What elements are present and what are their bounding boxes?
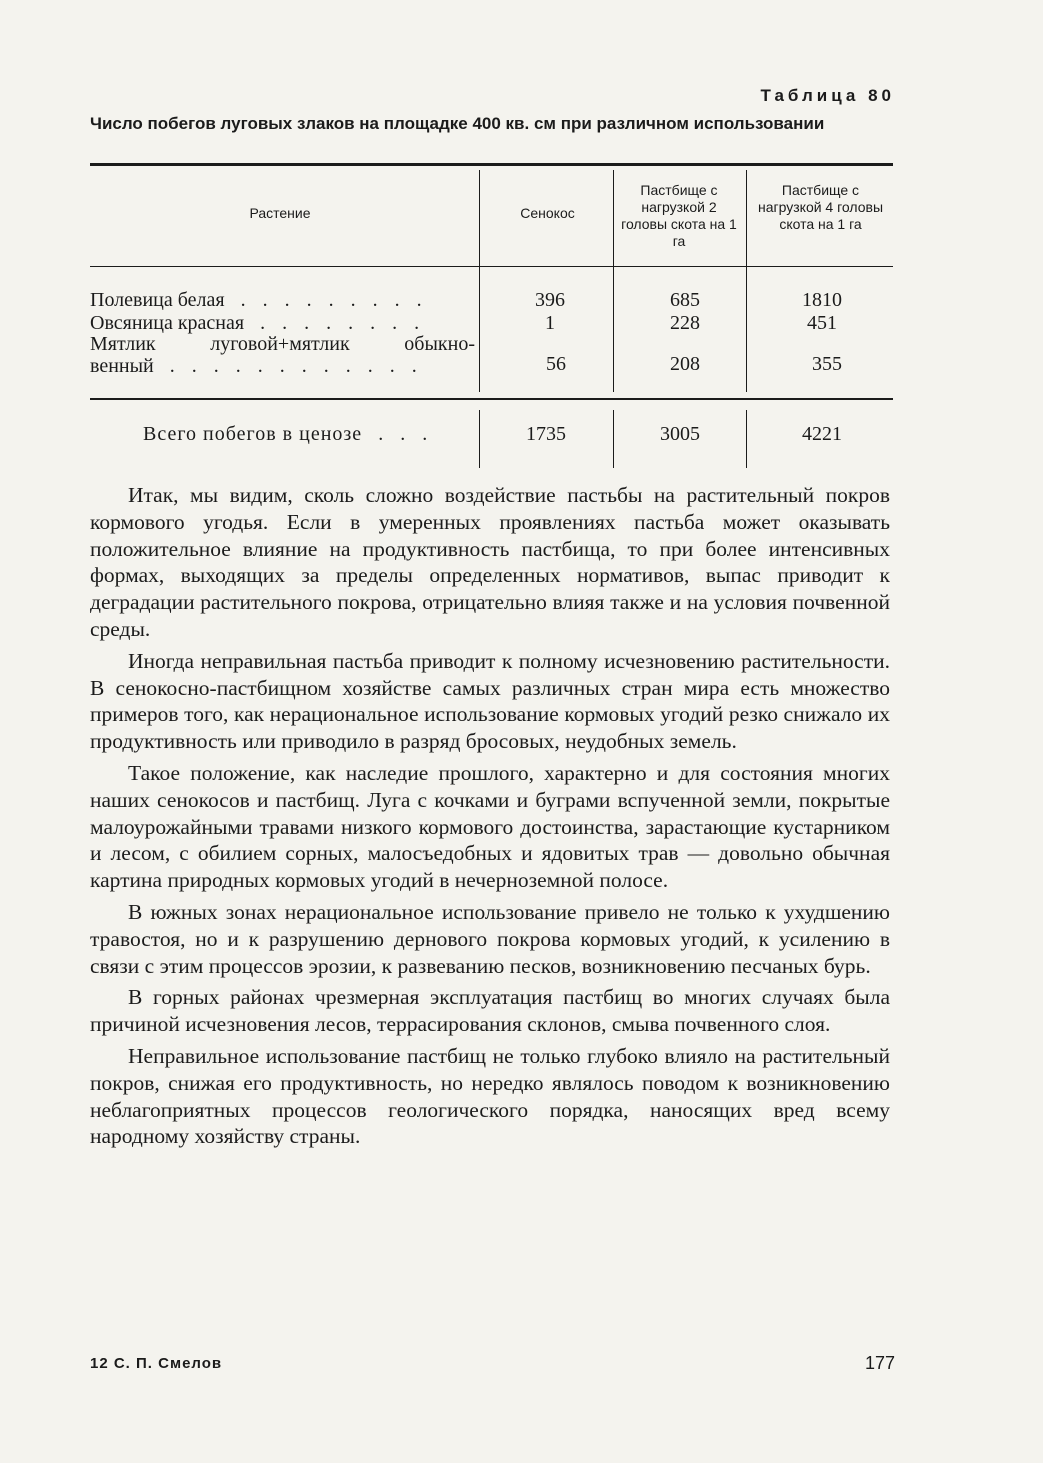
plant-name-line2: венный bbox=[90, 355, 154, 377]
paragraph: Неправильное использование пастбищ не только глубоко влияло на растительный покров, снижая его продуктивность, но нередко являлось поводом к возникновению неблагоприятных процессов геологического порядка, наносящих вред всему народному хозяйству страны. bbox=[90, 1043, 890, 1149]
table-row bbox=[90, 312, 475, 334]
table-row bbox=[90, 333, 475, 355]
column-divider bbox=[613, 410, 614, 468]
column-divider bbox=[479, 170, 480, 392]
total-row bbox=[143, 423, 475, 445]
column-divider bbox=[479, 410, 480, 468]
column-divider bbox=[746, 410, 747, 468]
value-pasture-2: 685 bbox=[670, 289, 700, 311]
paragraph: Такое положение, как наследие прошлого, характерно и для состояния многих наших сенокосов и пастбищ. Луга с кочками и буграми вспученной земли, покрытые малоурожайными травами низкого кормового достоинства, зарастающие кустарником и лесом, с обилием сорных, малосъедобных и ядовитых трав — довольно обычная картина природных кормовых угодий в нечерноземной полосе. bbox=[90, 760, 890, 893]
table-top-rule bbox=[90, 163, 893, 166]
table-number: Таблица 80 bbox=[760, 86, 895, 105]
header-pasture-2: Пастбище с нагрузкой 2 головы скота на 1 га bbox=[621, 182, 737, 249]
value-pasture-4: 355 bbox=[812, 353, 842, 375]
paragraph: В горных районах чрезмерная эксплуатация пастбищ во многих случаях была причиной исчезновения лесов, террасирования склонов, смыва почвенного слоя. bbox=[90, 985, 890, 1037]
total-label: Всего побегов в ценозе bbox=[143, 423, 363, 445]
total-pasture-2: 3005 bbox=[660, 423, 700, 445]
page-number: 177 bbox=[864, 1353, 895, 1373]
value-hay: 396 bbox=[535, 289, 565, 311]
value-pasture-4: 1810 bbox=[802, 289, 842, 311]
total-pasture-4: 4221 bbox=[802, 423, 842, 445]
plant-name: Овсяница красная bbox=[90, 312, 245, 334]
header-pasture-4: Пастбище с нагрузкой 4 головы скота на 1 га bbox=[757, 182, 883, 232]
signature-mark: 12 С. П. Смелов bbox=[90, 1355, 223, 1372]
paragraph: Итак, мы видим, сколь сложно воздействие пастьбы на растительный покров кормового угодья. Если в умеренных проявлениях пастьба может оказывать положительное влияние на продуктивность пастбища, то при более интенсивных формах, выходящих за пределы определенных нормативов, выпас приводит к деградации растительного покрова, отрицательно влияя также и на условия почвенной среды. bbox=[90, 483, 890, 641]
leader-dots: . . . . . . . . bbox=[249, 312, 426, 334]
total-hay: 1735 bbox=[526, 423, 566, 445]
body-text bbox=[90, 482, 890, 1155]
value-pasture-2: 228 bbox=[670, 312, 700, 334]
plant-name-line1: Мятлик луговой+мятлик обыкно- bbox=[90, 333, 475, 355]
header-plant: Растение bbox=[249, 205, 311, 221]
value-hay: 56 bbox=[546, 353, 566, 375]
table-row bbox=[90, 289, 475, 311]
leader-dots: . . . bbox=[367, 423, 434, 445]
leader-dots: . . . . . . . . . bbox=[229, 289, 428, 311]
table-title: Число побегов луговых злаков на площадке 400 кв. см при различном использовании bbox=[90, 114, 825, 133]
plant-name: Полевица белая bbox=[90, 289, 225, 311]
table-total-rule bbox=[90, 398, 893, 400]
value-pasture-2: 208 bbox=[670, 353, 700, 375]
header-hay: Сенокос bbox=[520, 205, 575, 221]
value-pasture-4: 451 bbox=[807, 312, 837, 334]
value-hay: 1 bbox=[545, 312, 555, 334]
paragraph: В южных зонах нерациональное использование привело не только к ухудшению травостоя, но и к разрушению дернового покрова кормовых угодий, к усилению в связи с этим процессов эрозии, к развеванию песков, возникновению песчаных бурь. bbox=[90, 899, 890, 978]
table-row-continued bbox=[90, 355, 475, 377]
paragraph: Иногда неправильная пастьба приводит к полному исчезновению растительности. В сенокосно-пастбищном хозяйстве самых различных стран мира есть множество примеров того, как нерациональное использование кормовых угодий резко снижало их продуктивность или приводило в разряд бросовых, неудобных земель. bbox=[90, 648, 890, 754]
column-divider bbox=[746, 170, 747, 392]
leader-dots: . . . . . . . . . . . . bbox=[158, 355, 423, 377]
table-header-rule bbox=[90, 266, 893, 267]
